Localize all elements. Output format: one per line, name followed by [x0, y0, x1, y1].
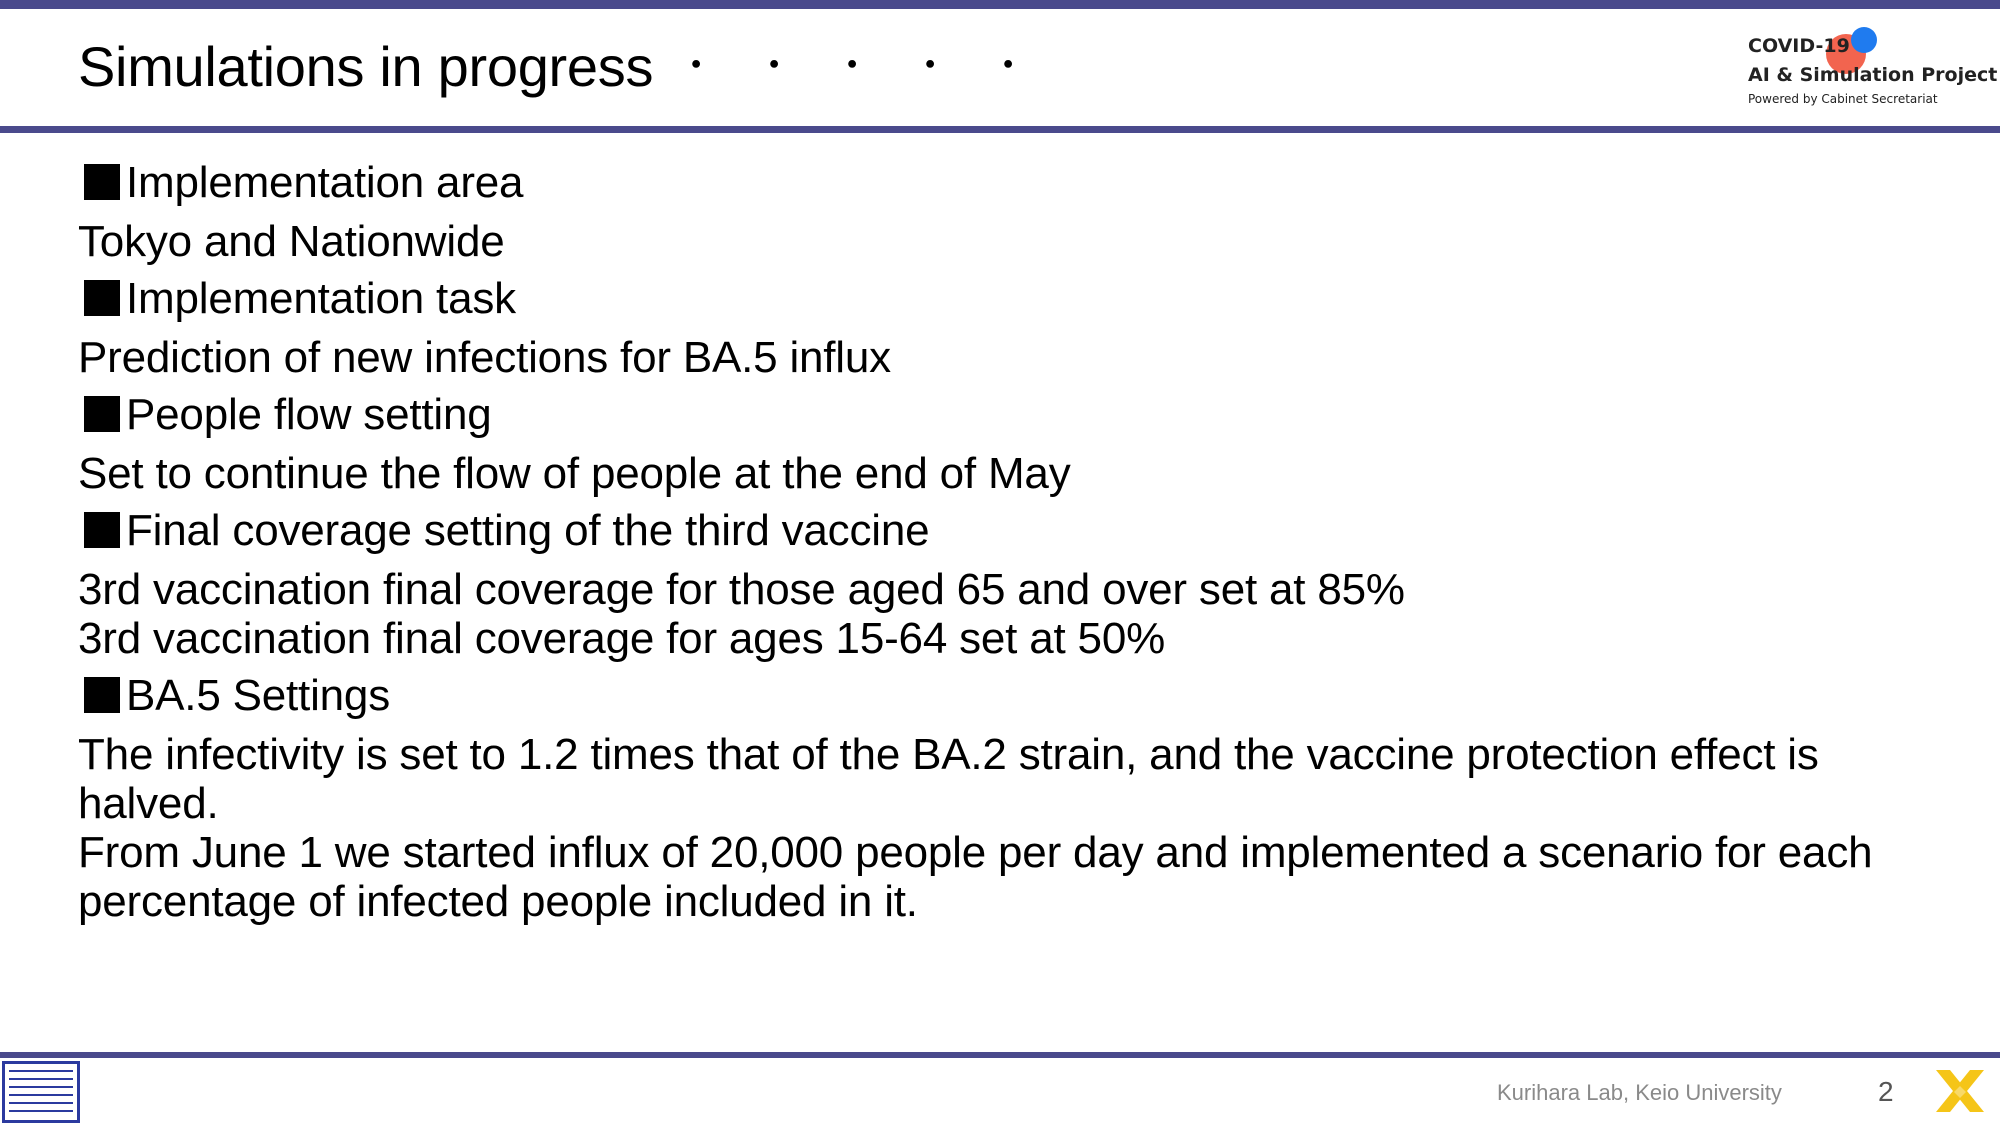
- bullet-square-icon: [84, 396, 120, 432]
- logo-stripe: [9, 1086, 73, 1088]
- slide-body: [78, 154, 1958, 930]
- section-heading-text: Implementation task: [126, 273, 516, 323]
- logo-blue-dot: [1851, 27, 1877, 53]
- ai-lab-logo-icon: [2, 1061, 80, 1123]
- logo-line-3: Powered by Cabinet Secretariat: [1748, 92, 1938, 106]
- bullet-square-icon: [84, 512, 120, 548]
- section-body: [78, 449, 1958, 498]
- bullet-square-icon: [84, 677, 120, 713]
- section-body: [78, 565, 1958, 663]
- header-divider: [0, 126, 2000, 133]
- body-line: Set to continue the flow of people at the end of May: [78, 449, 1071, 498]
- footer-credit: Kurihara Lab, Keio University: [1497, 1080, 1782, 1105]
- title-ellipsis: ・・・・・: [675, 42, 1066, 89]
- footer-divider: [0, 1052, 2000, 1058]
- section-heading: [78, 270, 1958, 326]
- logo-stripe: [9, 1102, 73, 1104]
- section-body: [78, 333, 1958, 382]
- bullet-square-icon: [84, 280, 120, 316]
- slide-title: [78, 30, 1065, 109]
- section-heading: [78, 502, 1958, 558]
- logo-line-2: AI & Simulation Project: [1748, 64, 1998, 86]
- bullet-square-icon: [84, 164, 120, 200]
- body-line: 3rd vaccination final coverage for ages 15-64 set at 50%: [78, 614, 1166, 663]
- top-accent-bar: [0, 0, 2000, 9]
- section-heading: [78, 154, 1958, 210]
- section-body: [78, 730, 1958, 926]
- logo-stripe: [9, 1094, 73, 1096]
- covid-project-logo: [1746, 24, 1998, 116]
- logo-stripe: [9, 1070, 73, 1072]
- section-heading-text: People flow setting: [126, 389, 492, 439]
- body-line: 3rd vaccination final coverage for those aged 65 and over set at 85%: [78, 565, 1405, 614]
- section-heading-text: Final coverage setting of the third vaccine: [126, 505, 930, 555]
- yellow-x-logo-icon: [1932, 1066, 1988, 1118]
- logo-line-1: COVID-19: [1748, 35, 1850, 57]
- section-heading-text: Implementation area: [126, 157, 524, 207]
- section-heading: [78, 386, 1958, 442]
- body-line: From June 1 we started influx of 20,000 people per day and implemented a scenario for each percentage of infected people included in it.: [78, 828, 1873, 926]
- slide-title-text: Simulations in progress: [78, 35, 654, 98]
- page-number: 2: [1878, 1076, 1894, 1107]
- section-body: [78, 217, 1958, 266]
- body-line: Prediction of new infections for BA.5 influx: [78, 333, 891, 382]
- body-line: Tokyo and Nationwide: [78, 217, 505, 266]
- logo-stripe: [9, 1110, 73, 1112]
- section-heading-text: BA.5 Settings: [126, 670, 390, 720]
- section-heading: [78, 667, 1958, 723]
- logo-stripe: [9, 1078, 73, 1080]
- body-line: The infectivity is set to 1.2 times that of the BA.2 strain, and the vaccine protection effect is halved.: [78, 730, 1819, 828]
